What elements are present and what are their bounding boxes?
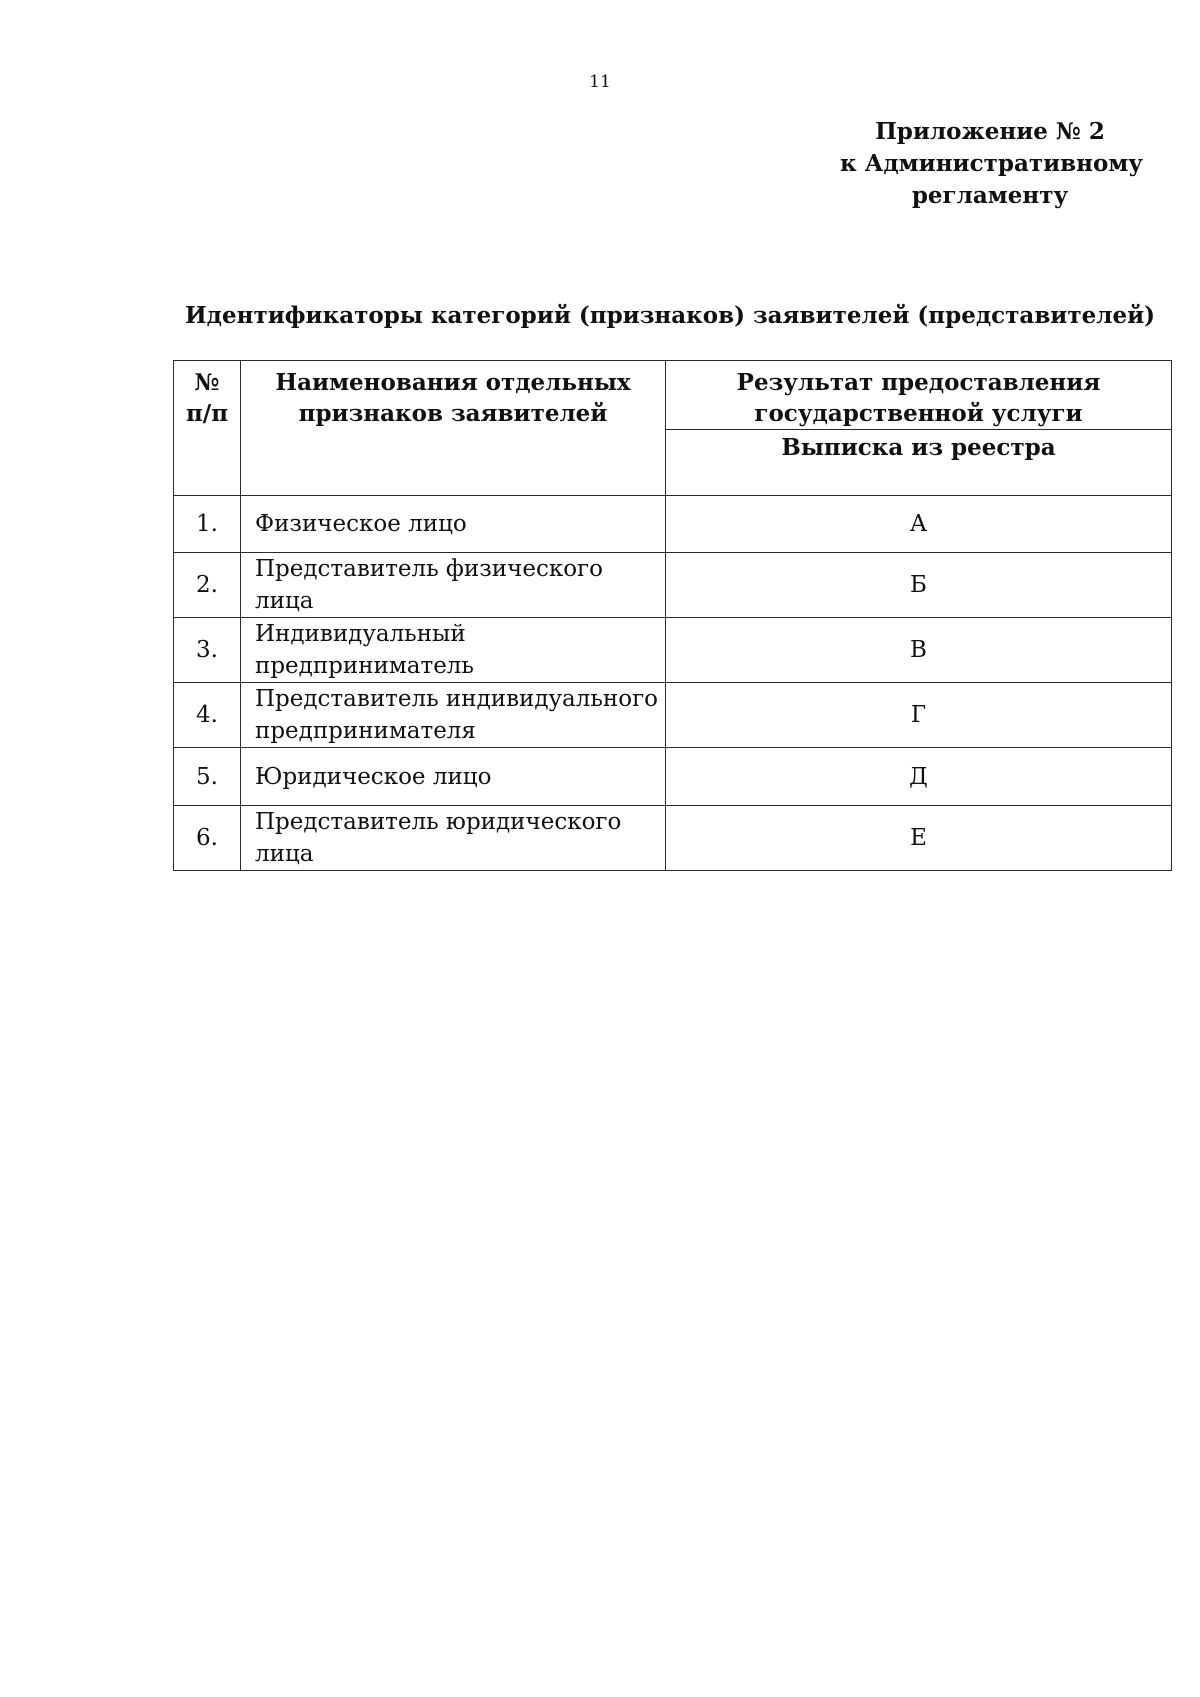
table-row xyxy=(174,806,1172,871)
header-number xyxy=(174,361,241,496)
row-number: 6. xyxy=(174,806,241,871)
row-code: Б xyxy=(666,553,1172,618)
table-row xyxy=(174,553,1172,618)
table-row xyxy=(174,683,1172,748)
row-number: 2. xyxy=(174,553,241,618)
row-name xyxy=(241,683,666,748)
row-name xyxy=(241,806,666,871)
header-number-line-2: п/п xyxy=(185,400,229,427)
row-code: Г xyxy=(666,683,1172,748)
row-name xyxy=(241,618,666,683)
document-title: Идентификаторы категорий (признаков) заявителей (представителей) xyxy=(184,302,1156,329)
annex-line-1: Приложение № 2 xyxy=(875,118,1105,145)
row-name-line-2: предпринимателя xyxy=(255,718,476,744)
row-code: В xyxy=(666,618,1172,683)
row-name-line-1: Представитель индивидуального xyxy=(255,686,658,712)
row-code: Д xyxy=(666,748,1172,806)
header-result-line-1: Результат предоставления xyxy=(736,369,1101,396)
row-name-line-1: Юридическое лицо xyxy=(255,763,492,790)
row-name-line-2: предприниматель xyxy=(255,653,474,679)
row-name-line-2: лица xyxy=(255,841,314,867)
header-name xyxy=(241,361,666,496)
row-name xyxy=(241,553,666,618)
header-result xyxy=(666,361,1172,430)
row-name xyxy=(241,748,666,806)
row-number: 5. xyxy=(174,748,241,806)
row-number: 3. xyxy=(174,618,241,683)
row-name-line-1: Индивидуальный xyxy=(255,621,466,647)
row-number: 4. xyxy=(174,683,241,748)
row-name xyxy=(241,496,666,553)
applicant-categories-table xyxy=(173,360,1172,871)
header-name-line-2: признаков заявителей xyxy=(298,400,608,427)
annex-heading xyxy=(840,116,1144,212)
header-name-line-1: Наименования отдельных xyxy=(275,369,631,396)
table-row xyxy=(174,496,1172,553)
table-row xyxy=(174,618,1172,683)
table-row xyxy=(174,748,1172,806)
row-name-line-1: Физическое лицо xyxy=(255,511,467,537)
table-header-row xyxy=(174,361,1172,430)
annex-line-3: регламенту xyxy=(911,182,1069,209)
header-number-line-1: № xyxy=(194,369,220,396)
annex-line-2: к Административному xyxy=(840,150,1144,177)
row-name-line-1: Представитель физического лица xyxy=(255,556,603,614)
header-result-sub: Выписка из реестра xyxy=(666,430,1172,496)
header-result-line-2: государственной услуги xyxy=(754,400,1083,427)
row-name-line-1: Представитель юридического xyxy=(255,809,622,835)
row-code: А xyxy=(666,496,1172,553)
page-number: 11 xyxy=(589,72,611,92)
row-number: 1. xyxy=(174,496,241,553)
row-code: Е xyxy=(666,806,1172,871)
